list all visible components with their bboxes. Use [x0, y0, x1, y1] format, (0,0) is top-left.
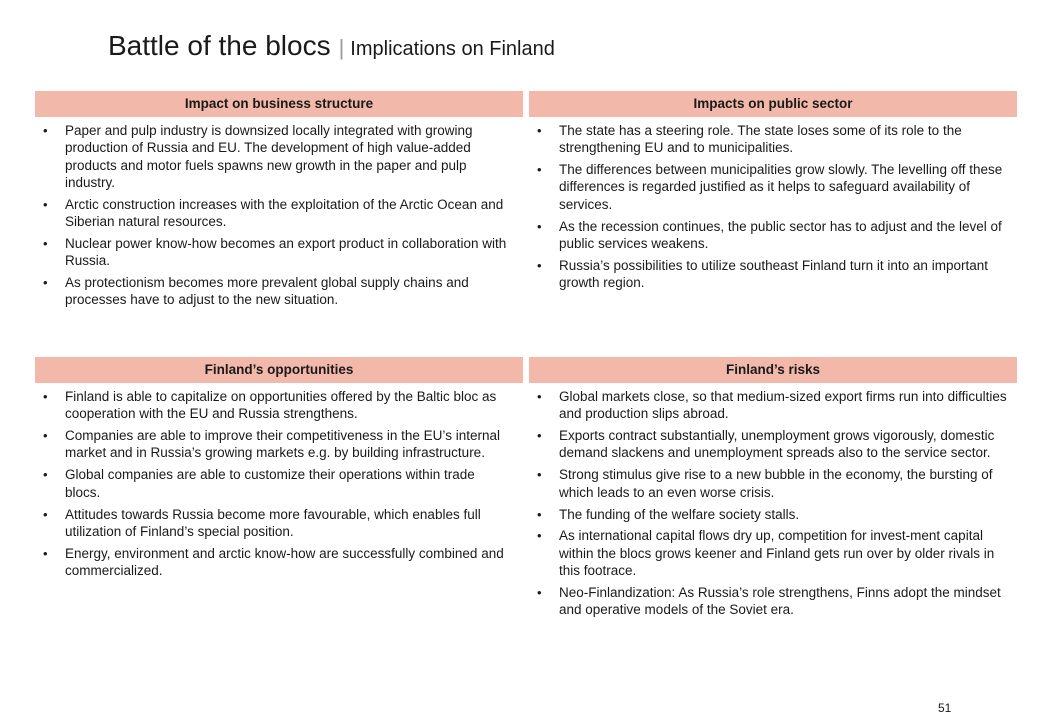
section-public-sector	[529, 91, 1017, 296]
section-header: Finland’s risks	[529, 357, 1017, 383]
list-item-text: As protectionism becomes more prevalent global supply chains and processes have to adjust to the new situation.	[65, 275, 469, 308]
section-opportunities	[35, 357, 523, 584]
list-item-text: Russia’s possibilities to utilize southeast Finland turn it into an important growth region.	[559, 257, 988, 291]
title-main: Battle of the blocs	[108, 30, 331, 61]
bullet-icon: •	[43, 506, 48, 522]
list-item	[43, 545, 513, 580]
list-item-text: Nuclear power know-how becomes an export product in collaboration with Russia.	[65, 235, 507, 269]
list-item-text: The differences between municipalities grow slowly. The levelling off these differences is regarded justified as it helps to safeguard availability of services.	[559, 162, 1003, 212]
list-item	[43, 388, 513, 423]
list-item	[43, 466, 513, 501]
list-item	[43, 122, 513, 191]
section-header: Finland’s opportunities	[35, 357, 523, 383]
list-item	[537, 122, 1007, 157]
section-header: Impact on business structure	[35, 91, 523, 117]
list-item	[43, 427, 513, 462]
list-item-text: The state has a steering role. The state loses some of its role to the strengthening EU and to municipalities.	[559, 123, 962, 156]
bullet-icon: •	[43, 545, 48, 561]
bullet-icon: •	[43, 235, 48, 251]
section-header: Impacts on public sector	[529, 91, 1017, 117]
list-item-text: Global companies are able to customize their operations within trade blocs.	[65, 467, 475, 500]
bullet-list	[529, 383, 1017, 619]
list-item	[537, 427, 1007, 462]
bullet-icon: •	[43, 275, 48, 291]
title-subtitle: Implications on Finland	[350, 38, 555, 60]
bullet-icon: •	[537, 467, 542, 483]
bullet-icon: •	[537, 162, 542, 178]
list-item-text: As the recession continues, the public sector has to adjust and the level of public services weakens.	[559, 218, 1002, 251]
list-item-text: Finland is able to capitalize on opportunities offered by the Baltic bloc as cooperation with the EU and Russia strengthens.	[65, 389, 497, 422]
list-item	[43, 196, 513, 231]
bullet-list	[529, 117, 1017, 291]
bullet-list	[35, 117, 523, 309]
bullet-icon: •	[43, 123, 48, 138]
list-item	[537, 527, 1007, 579]
list-item-text: Strong stimulus give rise to a new bubble in the economy, the bursting of which leads to an even worse crisis.	[559, 467, 993, 500]
list-item-text: Companies are able to improve their competitiveness in the EU’s internal market and in Russia’s growing markets e.g. by building infrastructure.	[65, 428, 500, 461]
list-item-text: Neo-Finlandization: As Russia’s role strengthens, Finns adopt the mindset and operative models of the Soviet era.	[559, 584, 1001, 618]
list-item-text: Attitudes towards Russia become more favourable, which enables full utilization of Finland’s special position.	[65, 506, 481, 539]
list-item	[43, 274, 513, 309]
list-item	[537, 161, 1007, 213]
page-number: 51	[938, 701, 952, 715]
bullet-icon: •	[537, 257, 542, 273]
list-item	[537, 388, 1007, 423]
list-item-text: As international capital flows dry up, competition for invest-ment capital within the blocs grows keener and Finland gets run over by older rivals in this footrace.	[559, 528, 995, 579]
bullet-icon: •	[43, 196, 48, 212]
list-item	[537, 218, 1007, 253]
bullet-icon: •	[537, 528, 542, 544]
bullet-icon: •	[537, 389, 542, 404]
list-item	[537, 584, 1007, 619]
list-item-text: Exports contract substantially, unemployment grows vigorously, domestic demand slackens and unemployment spreads also to the service sector.	[559, 428, 995, 461]
list-item-text: The funding of the welfare society stalls.	[559, 506, 800, 522]
list-item	[43, 506, 513, 541]
list-item-text: Paper and pulp industry is downsized locally integrated with growing production of Russia and EU. The development of high value-added products and motor fuels spawns new growth in the paper and pulp industry.	[65, 123, 473, 190]
list-item-text: Arctic construction increases with the exploitation of the Arctic Ocean and Siberian natural resources.	[65, 196, 504, 230]
title-separator: |	[338, 35, 345, 60]
bullet-icon: •	[43, 389, 48, 404]
bullet-icon: •	[537, 584, 542, 600]
bullet-list	[35, 383, 523, 579]
list-item	[537, 506, 1007, 523]
list-item-text: Energy, environment and arctic know-how are successfully combined and commercialized.	[65, 545, 504, 579]
list-item	[43, 235, 513, 270]
page-title	[108, 30, 555, 62]
section-business-structure	[35, 91, 523, 313]
bullet-icon: •	[537, 123, 542, 138]
bullet-icon: •	[537, 506, 542, 522]
bullet-icon: •	[43, 428, 48, 444]
bullet-icon: •	[43, 467, 48, 483]
section-risks	[529, 357, 1017, 623]
list-item-text: Global markets close, so that medium-sized export firms run into difficulties and production slips abroad.	[559, 389, 1007, 422]
bullet-icon: •	[537, 218, 542, 234]
list-item	[537, 257, 1007, 292]
bullet-icon: •	[537, 428, 542, 444]
list-item	[537, 466, 1007, 501]
